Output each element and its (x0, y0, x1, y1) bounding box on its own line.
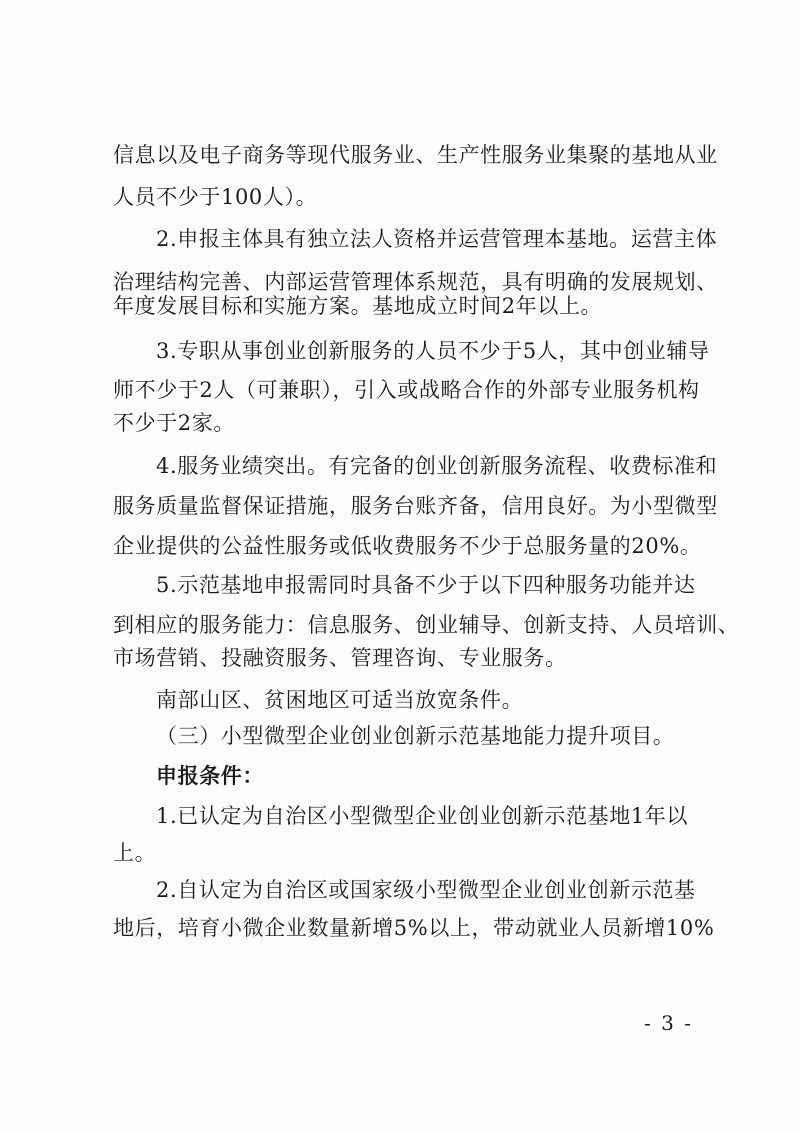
subsection-heading: 申报条件： (156, 764, 264, 788)
text-line: 治理结构完善、内部运营管理体系规范，具有明确的发展规划、 (113, 270, 718, 294)
text-line: 人员不少于100人）。 (113, 185, 318, 209)
text-line: 市场营销、投融资服务、管理咨询、专业服务。 (113, 646, 567, 670)
text-line: 3.专职从事创业创新服务的人员不少于5人，其中创业辅导 (156, 339, 710, 363)
text-line: 年度发展目标和实施方案。基地成立时间2年以上。 (113, 294, 603, 318)
text-line: 服务质量监督保证措施，服务台账齐备，信用良好。为小型微型 (113, 494, 718, 518)
text-line: 2.申报主体具有独立法人资格并运营管理本基地。运营主体 (156, 227, 718, 251)
text-line: 2.自认定为自治区或国家级小型微型企业创业创新示范基 (156, 878, 696, 902)
text-line: 上。 (113, 841, 157, 865)
page-number: - 3 - (644, 1011, 693, 1035)
text-line: 信息以及电子商务等现代服务业、生产性服务业集聚的基地从业 (113, 143, 718, 167)
text-line: 到相应的服务能力：信息服务、创业辅导、创新支持、人员培训、 (113, 613, 740, 637)
text-line: 5.示范基地申报需同时具备不少于以下四种服务功能并达 (156, 573, 696, 597)
text-line: 不少于2家。 (113, 411, 235, 435)
text-line: 师不少于2人（可兼职），引入或战略合作的外部专业服务机构 (113, 378, 700, 402)
text-line: 1.已认定为自治区小型微型企业创业创新示范基地1年以 (156, 804, 688, 828)
text-line: 地后，培育小微企业数量新增5%以上，带动就业人员新增10% (113, 916, 715, 940)
text-line: 4.服务业绩突出。有完备的创业创新服务流程、收费标准和 (156, 454, 718, 478)
section-heading: （三）小型微型企业创业创新示范基地能力提升项目。 (156, 724, 675, 748)
text-line: 企业提供的公益性服务或低收费服务不少于总服务量的20%。 (113, 534, 702, 558)
text-line: 南部山区、贫困地区可适当放宽条件。 (156, 688, 524, 712)
